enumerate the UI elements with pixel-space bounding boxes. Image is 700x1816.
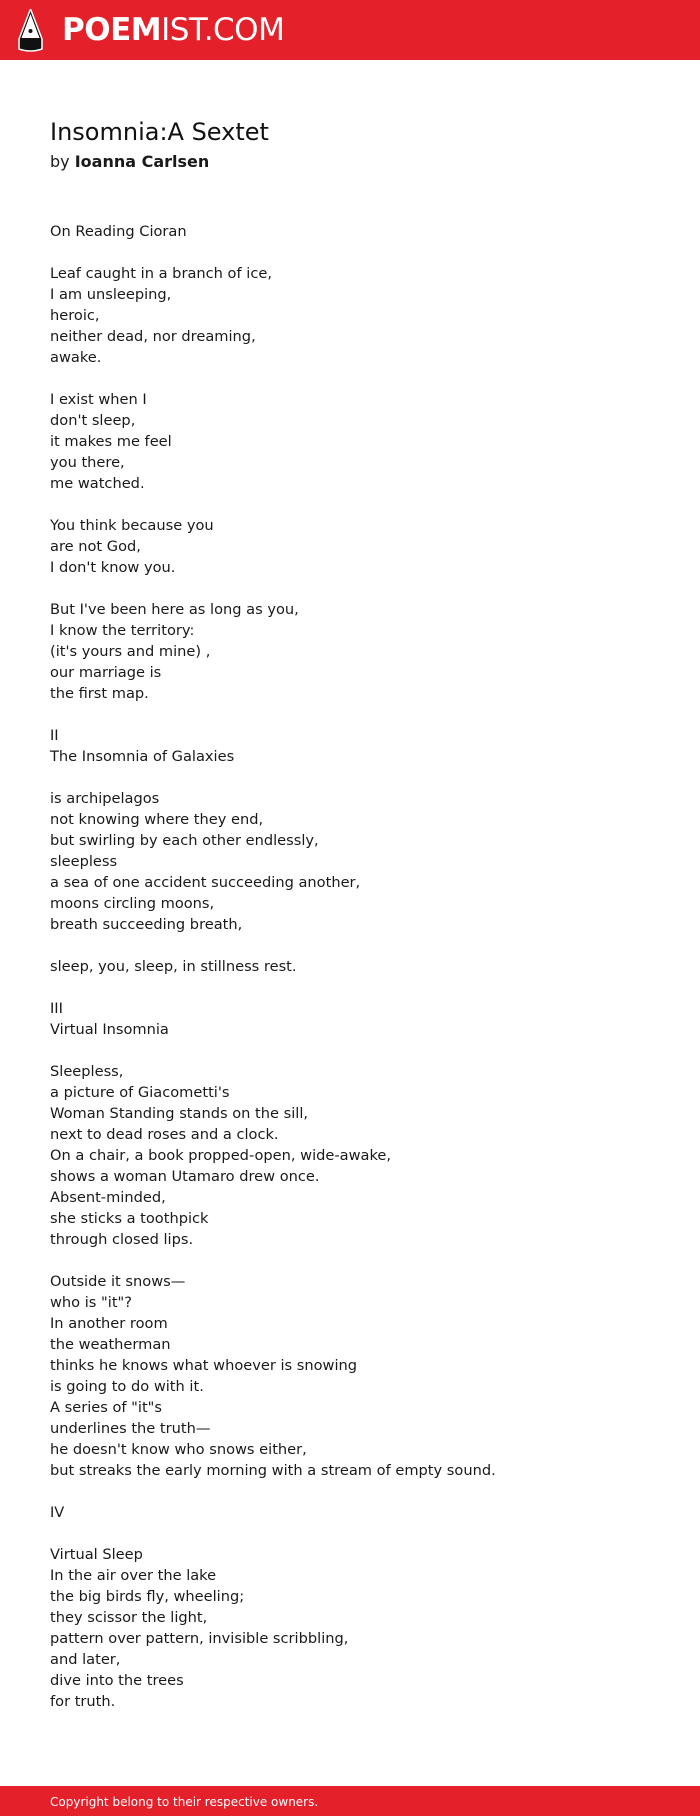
logo-text-light: IST.COM bbox=[161, 12, 285, 48]
poem-line: the first map. bbox=[50, 685, 149, 702]
poem-stanza bbox=[50, 221, 670, 242]
poem-title: Insomnia:A Sextet bbox=[50, 118, 269, 146]
poem-line: Virtual Insomnia bbox=[50, 1021, 169, 1038]
poem-stanza bbox=[50, 1544, 670, 1712]
poem-line: Absent-minded, bbox=[50, 1189, 166, 1206]
poem-line: but swirling by each other endlessly, bbox=[50, 832, 319, 849]
poem-line: not knowing where they end, bbox=[50, 811, 264, 828]
poem-line: thinks he knows what whoever is snowing bbox=[50, 1357, 358, 1374]
poem-line: for truth. bbox=[50, 1693, 116, 1710]
poem-line: who is "it"? bbox=[50, 1294, 132, 1311]
poem-content bbox=[50, 112, 670, 1733]
poem-line: is archipelagos bbox=[50, 790, 160, 807]
poem-line: breath succeeding breath, bbox=[50, 916, 243, 933]
poem-line: You think because you bbox=[50, 517, 214, 534]
poem-line: you there, bbox=[50, 454, 125, 471]
site-header bbox=[0, 0, 700, 60]
poem-line: I know the territory: bbox=[50, 622, 195, 639]
poem-stanza bbox=[50, 599, 670, 704]
poem-line: the weatherman bbox=[50, 1336, 171, 1353]
copyright-text: Copyright belong to their respective owners. bbox=[50, 1795, 319, 1809]
byline-prefix: by bbox=[50, 152, 70, 171]
poem-line: but streaks the early morning with a stream of empty sound. bbox=[50, 1462, 496, 1479]
poem-stanza bbox=[50, 788, 670, 935]
poem-line: through closed lips. bbox=[50, 1231, 194, 1248]
poem-line: sleep, you, sleep, in stillness rest. bbox=[50, 958, 297, 975]
poem-line: On Reading Cioran bbox=[50, 223, 187, 240]
poem-line: (it's yours and mine) , bbox=[50, 643, 211, 660]
poem-line: underlines the truth— bbox=[50, 1420, 211, 1437]
poem-line: moons circling moons, bbox=[50, 895, 215, 912]
poem-stanza bbox=[50, 1061, 670, 1250]
poem-stanza bbox=[50, 956, 670, 977]
poem-line: our marriage is bbox=[50, 664, 162, 681]
poem-line: and later, bbox=[50, 1651, 121, 1668]
poem-line: the big birds fly, wheeling; bbox=[50, 1588, 245, 1605]
poem-line: III bbox=[50, 1000, 63, 1017]
pen-nib-icon[interactable] bbox=[18, 9, 43, 52]
poem-line: pattern over pattern, invisible scribbling, bbox=[50, 1630, 349, 1647]
poem-line: II bbox=[50, 727, 59, 744]
poem-line: In another room bbox=[50, 1315, 168, 1332]
poem-line: a sea of one accident succeeding another, bbox=[50, 874, 361, 891]
poem-line: next to dead roses and a clock. bbox=[50, 1126, 279, 1143]
poem-line: are not God, bbox=[50, 538, 141, 555]
poem-line: Outside it snows— bbox=[50, 1273, 186, 1290]
poem-line: IV bbox=[50, 1504, 65, 1521]
poem-line: a picture of Giacometti's bbox=[50, 1084, 230, 1101]
poem-line: shows a woman Utamaro drew once. bbox=[50, 1168, 320, 1185]
poem-line: The Insomnia of Galaxies bbox=[50, 748, 235, 765]
poem-line: A series of "it"s bbox=[50, 1399, 162, 1416]
poem-line: she sticks a toothpick bbox=[50, 1210, 209, 1227]
poem-line: I exist when I bbox=[50, 391, 147, 408]
poem-stanza bbox=[50, 1502, 670, 1523]
poem-line: heroic, bbox=[50, 307, 100, 324]
poem-line: I am unsleeping, bbox=[50, 286, 172, 303]
poem-stanza bbox=[50, 725, 670, 767]
poem-line: Woman Standing stands on the sill, bbox=[50, 1105, 309, 1122]
poem-body bbox=[50, 221, 670, 1712]
poem-line: Virtual Sleep bbox=[50, 1546, 143, 1563]
poem-line: But I've been here as long as you, bbox=[50, 601, 299, 618]
site-logo[interactable] bbox=[62, 11, 284, 49]
poem-stanza bbox=[50, 998, 670, 1040]
poem-line: dive into the trees bbox=[50, 1672, 184, 1689]
poem-stanza bbox=[50, 1271, 670, 1481]
poem-line: he doesn't know who snows either, bbox=[50, 1441, 307, 1458]
poem-line: Sleepless, bbox=[50, 1063, 124, 1080]
byline bbox=[50, 149, 670, 175]
poem-line: me watched. bbox=[50, 475, 145, 492]
poem-line: I don't know you. bbox=[50, 559, 176, 576]
poem-line: neither dead, nor dreaming, bbox=[50, 328, 256, 345]
author-name: Ioanna Carlsen bbox=[74, 152, 210, 171]
poem-line: they scissor the light, bbox=[50, 1609, 208, 1626]
poem-stanza bbox=[50, 515, 670, 578]
poem-line: awake. bbox=[50, 349, 102, 366]
poem-line: Leaf caught in a branch of ice, bbox=[50, 265, 272, 282]
site-footer bbox=[0, 1786, 700, 1816]
poem-line: In the air over the lake bbox=[50, 1567, 217, 1584]
poem-line: don't sleep, bbox=[50, 412, 136, 429]
poem-line: is going to do with it. bbox=[50, 1378, 204, 1395]
logo-text-bold: POEM bbox=[62, 12, 162, 48]
poem-line: sleepless bbox=[50, 853, 118, 870]
poem-stanza bbox=[50, 263, 670, 368]
poem-stanza bbox=[50, 389, 670, 494]
poem-line: it makes me feel bbox=[50, 433, 172, 450]
poem-line: On a chair, a book propped-open, wide-awake, bbox=[50, 1147, 392, 1164]
